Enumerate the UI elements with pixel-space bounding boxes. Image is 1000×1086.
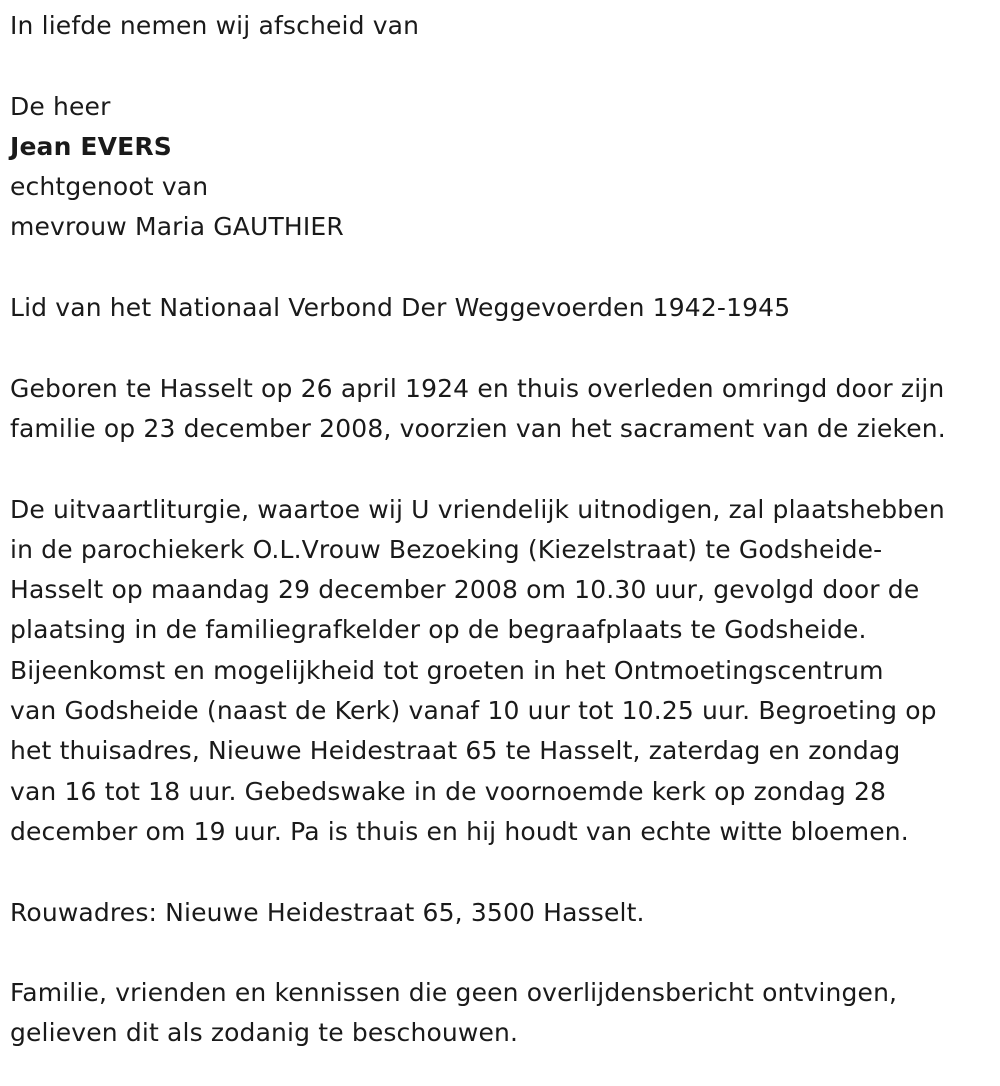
paragraph-line: Geboren te Hasselt op 26 april 1924 en thuis overleden omringd door zijn (10, 373, 945, 403)
spacer (10, 852, 995, 892)
paragraph-line: plaatsing in de familiegrafkelder op de begraafplaats te Godsheide. (10, 615, 867, 645)
funeral-paragraph (10, 490, 995, 853)
intro-text: In liefde nemen wij afscheid van (10, 11, 420, 40)
spacer (10, 248, 995, 288)
paragraph-line: in de parochiekerk O.L.Vrouw Bezoeking (Kiezelstraat) te Godsheide- (10, 534, 883, 564)
closing-paragraph (10, 973, 995, 1054)
spacer (10, 46, 995, 86)
spacer (10, 449, 995, 489)
paragraph-line: het thuisadres, Nieuwe Heidestraat 65 te Hasselt, zaterdag en zondag (10, 736, 901, 766)
obituary-notice (10, 6, 995, 1054)
paragraph-line: Bijeenkomst en mogelijkheid tot groeten in het Ontmoetingscentrum (10, 655, 884, 685)
paragraph-line: van 16 tot 18 uur. Gebedswake in de voornoemde kerk op zondag 28 (10, 776, 887, 806)
paragraph-line: Familie, vrienden en kennissen die geen overlijdensbericht ontvingen, (10, 978, 898, 1008)
paragraph-line: familie op 23 december 2008, voorzien van het sacrament van de zieken. (10, 413, 946, 443)
spacer (10, 328, 995, 368)
spacer (10, 933, 995, 973)
paragraph-line: december om 19 uur. Pa is thuis en hij houdt van echte witte bloemen. (10, 816, 909, 846)
paragraph-line: van Godsheide (naast de Kerk) vanaf 10 uur tot 10.25 uur. Begroeting op (10, 696, 937, 726)
birth-death-paragraph (10, 369, 995, 450)
membership-text: Lid van het Nationaal Verbond Der Weggevoerden 1942-1945 (10, 293, 791, 323)
paragraph-line: gelieven dit als zodanig te beschouwen. (10, 1018, 519, 1048)
mourning-address: Rouwadres: Nieuwe Heidestraat 65, 3500 Hasselt. (10, 897, 645, 927)
paragraph-line: Hasselt op maandag 29 december 2008 om 10.30 uur, gevolgd door de (10, 575, 920, 605)
deceased-name: Jean EVERS (10, 131, 172, 161)
salutation: De heer (10, 91, 111, 121)
spouse-name: mevrouw Maria GAUTHIER (10, 212, 344, 242)
paragraph-line: De uitvaartliturgie, waartoe wij U vriendelijk uitnodigen, zal plaatshebben (10, 494, 945, 524)
spouse-prefix: echtgenoot van (10, 172, 209, 202)
